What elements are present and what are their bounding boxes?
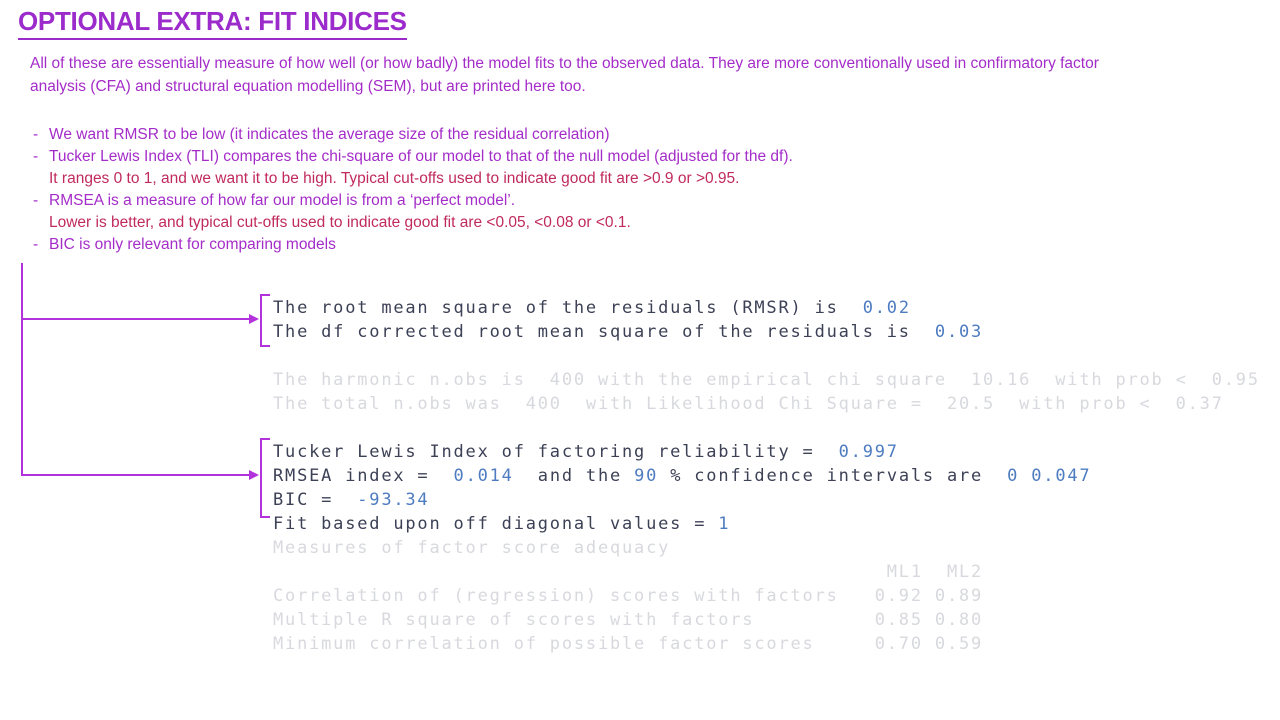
bracket-rmsr [260,294,270,347]
page-title: OPTIONAL EXTRA: FIT INDICES [18,6,407,40]
console-number-segment: 0.03 [934,322,984,342]
console-line [273,416,1260,440]
annotation-arrowhead-rmsr-icon [249,314,259,324]
bullet-item [33,234,793,256]
console-line [273,584,1260,608]
bullet-item [33,168,793,190]
intro-line-1: All of these are essentially measure of how well (or how badly) the model fits to the observed data. They are more conventionally used in confirmatory factor [30,55,1099,72]
bullet-item [33,146,793,168]
bullet-list [33,124,793,256]
console-output [273,296,1260,656]
console-text-segment: ML1 ML2 [273,562,984,582]
console-line [273,608,1260,632]
annotation-vertical-line [21,263,23,476]
bullet-dash: - [33,236,39,253]
console-line [273,632,1260,656]
bracket-fit-indices [260,438,270,518]
console-text-segment: Multiple R square of scores with factors 0.85 0.80 [273,610,984,630]
console-text-segment: Measures of factor score adequacy [273,538,671,558]
console-text-segment: RMSEA index = [273,466,454,486]
bullet-item [33,124,793,146]
console-text-segment: Tucker Lewis Index of factoring reliability = [273,442,839,462]
bullet-text: Tucker Lewis Index (TLI) compares the chi-square of our model to that of the null model (adjusted for the df). [49,148,793,165]
console-text-segment: Minimum correlation of possible factor scores 0.70 0.59 [273,634,984,654]
console-number-segment: 0.02 [862,298,911,318]
bullet-text: We want RMSR to be low (it indicates the average size of the residual correlation) [49,126,610,143]
console-line [273,368,1260,392]
bullet-text: RMSEA is a measure of how far our model is from a ‘perfect model’. [49,192,516,209]
console-text-segment: The harmonic n.obs is 400 with the empirical chi square 10.16 with prob < 0.95 [273,370,1260,390]
bullet-dash: - [33,148,39,165]
console-number-segment: 0 [1007,466,1020,486]
console-line [273,320,1260,344]
console-text-segment [1019,466,1031,486]
console-number-segment: 90 [634,466,659,486]
bullet-text: It ranges 0 to 1, and we want it to be high. Typical cut-offs used to indicate good fit are >0.9 or >0.95. [49,170,740,187]
annotation-arrowhead-fit-icon [249,470,259,480]
intro-line-2: analysis (CFA) and structural equation modelling (SEM), but are printed here too. [30,78,586,95]
console-line [273,296,1260,320]
bullet-dash [33,212,49,234]
console-line [273,560,1260,584]
bullet-item [33,212,793,234]
console-text-segment: Correlation of (regression) scores with factors 0.92 0.89 [273,586,984,606]
console-text-segment: The total n.obs was 400 with Likelihood Chi Square = 20.5 with prob < 0.37 [273,394,1224,414]
console-line [273,512,1260,536]
bullet-item [33,190,793,212]
console-text-segment: and the [513,466,635,486]
intro-paragraph [30,52,1099,98]
console-line [273,536,1260,560]
console-text-segment: % confidence intervals are [658,466,1008,486]
console-line [273,392,1260,416]
console-number-segment: -93.34 [357,490,430,510]
console-number-segment: 1 [718,514,731,534]
bullet-dash: - [33,126,39,143]
annotation-arrow-line-rmsr [21,318,249,320]
console-line [273,344,1260,368]
console-text-segment: The root mean square of the residuals (RMSR) is [273,298,863,318]
console-number-segment: 0.997 [838,442,899,462]
bullet-dash: - [33,192,39,209]
console-number-segment: 0.047 [1031,466,1092,486]
console-line [273,488,1260,512]
console-line [273,464,1260,488]
console-number-segment: 0.014 [453,466,514,486]
bullet-dash [33,168,49,190]
console-line [273,440,1260,464]
bullet-text: Lower is better, and typical cut-offs used to indicate good fit are <0.05, <0.08 or <0.1. [49,214,631,231]
console-text-segment: Fit based upon off diagonal values = [273,514,719,534]
console-text-segment: BIC = [273,490,358,510]
bullet-text: BIC is only relevant for comparing models [49,236,336,253]
annotation-arrow-line-fit [21,474,249,476]
console-text-segment: The df corrected root mean square of the residuals is [273,322,935,342]
